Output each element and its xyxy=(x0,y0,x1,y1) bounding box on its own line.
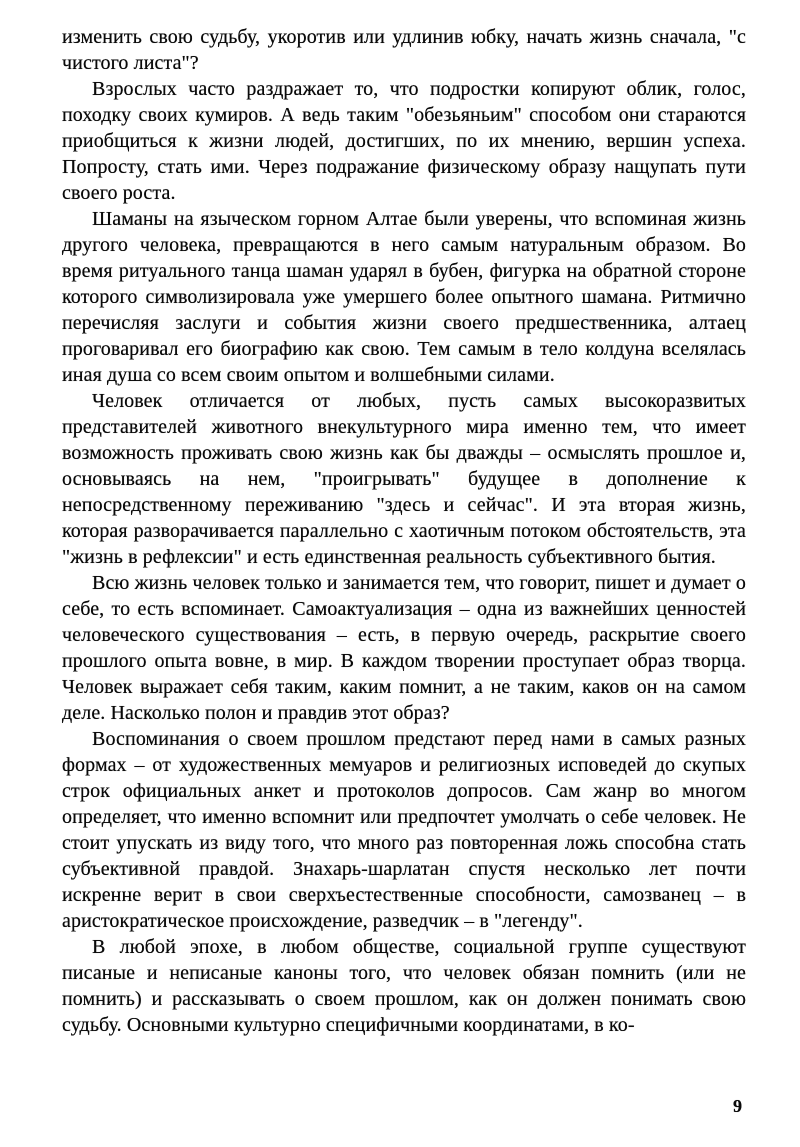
paragraph: изменить свою судьбу, укоротив или удлинив юбку, начать жизнь сначала, "с чистого листа"? xyxy=(62,26,746,74)
page-number: 9 xyxy=(733,1096,742,1116)
paragraph: Всю жизнь человек только и занимается тем, что говорит, пишет и думает о себе, то есть вспоминает. Самоактуализация – одна из важнейших ценностей человеческого существования – есть, в первую очередь, раскрытие своего прошлого опыта вовне, в мир. В каждом творении проступает образ творца. Человек выражает себя таким, каким помнит, а не таким, каков он на самом деле. Насколько полон и правдив этот образ? xyxy=(62,572,746,724)
paragraph: Взрослых часто раздражает то, что подростки копируют облик, голос, походку своих кумиров. А ведь таким "обезьяньим" способом они стараются приобщиться к жизни людей, достигших, по их мнению, вершин успеха. Попросту, стать ими. Через подражание физическому образу нащупать пути своего роста. xyxy=(62,78,746,204)
paragraph: В любой эпохе, в любом обществе, социальной группе существуют писаные и неписаные каноны того, что человек обязан помнить (или не помнить) и рассказывать о своем прошлом, как он должен понимать свою судьбу. Основными культурно специфичными координатами, в ко- xyxy=(62,936,746,1036)
paragraph: Воспоминания о своем прошлом предстают перед нами в самых разных формах – от художественных мемуаров и религиозных исповедей до скупых строк официальных анкет и протоколов допросов. Сам жанр во многом определяет, что именно вспомнит или предпочтет умолчать о себе человек. Не стоит упускать из виду того, что много раз повторенная ложь способна стать субъективной правдой. Знахарь-шарлатан спустя несколько лет почти искренне верит в свои сверхъестественные способности, самозванец – в аристократическое происхождение, разведчик – в "легенду". xyxy=(62,728,746,932)
text-block xyxy=(62,24,746,1038)
paragraph: Шаманы на языческом горном Алтае были уверены, что вспоминая жизнь другого человека, превращаются в него самым натуральным образом. Во время ритуального танца шаман ударял в бубен, фигурка на обратной стороне которого символизировала уже умершего более опытного шамана. Ритмично перечисляя заслуги и события жизни своего предшественника, алтаец проговаривал его биографию как свою. Тем самым в тело колдуна вселялась иная душа со всем своим опытом и волшебными силами. xyxy=(62,208,746,386)
paragraph: Человек отличается от любых, пусть самых высокоразвитых представителей животного внекультурного мира именно тем, что имеет возможность проживать свою жизнь как бы дважды – осмыслять прошлое и, основываясь на нем, "проигрывать" будущее в дополнение к непосредственному переживанию "здесь и сейчас". И эта вторая жизнь, которая разворачивается параллельно с хаотичным потоком обстоятельств, эта "жизнь в рефлексии" и есть единственная реальность субъективного бытия. xyxy=(62,390,746,568)
